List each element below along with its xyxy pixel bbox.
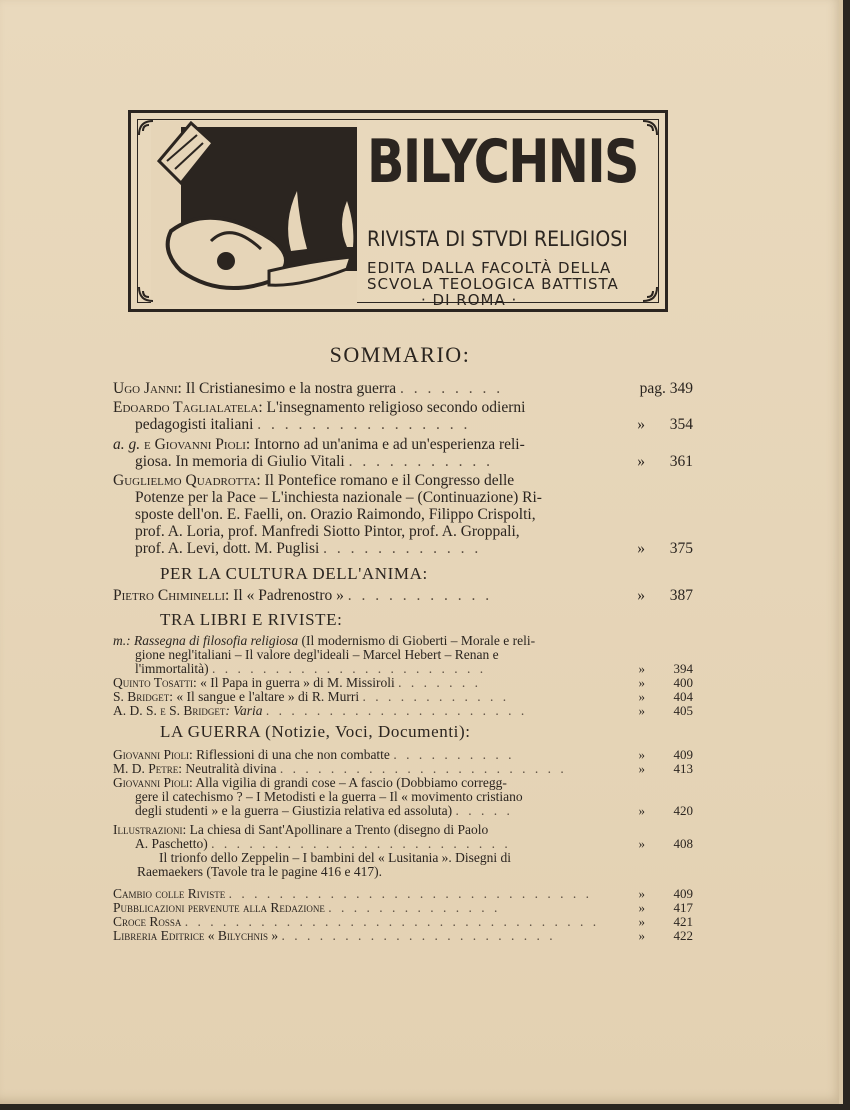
entry-page: 375 [669,540,693,557]
entry-title-cont: degli studenti » e la guerra – Giustizia relativa ed assoluta) [135,803,453,818]
entry-page: 421 [673,914,693,929]
section-heading-libri: TRA LIBRI E RIVISTE: [160,610,343,629]
entry-author: e Giovanni Pioli [144,436,246,453]
entry-author: Edoardo Taglialatela [113,399,259,416]
ditto-mark: » [638,661,645,676]
entry-author: A. D. S. e S. Bridget [113,703,226,718]
entry-author: Giovanni Pioli [113,775,189,790]
publisher-line-1: EDITA DALLA FACOLTÀ DELLA [367,259,612,277]
entry-title-italic: : Rassegna di filosofia religiosa [126,633,299,648]
journal-title: BILYCHNIS [367,127,638,197]
entry-author: S. Bridget [113,689,170,704]
entry-page: 409 [673,747,693,762]
entry-title: : Il « Padrenostro » [225,587,344,604]
ditto-mark: » [638,803,645,818]
entry-title: : « Il sangue e l'altare » di R. Murri [169,689,360,704]
ditto-mark: » [638,928,645,943]
toc-entry: a. g. e Giovanni Pioli: Intorno ad un'anima e ad un'esperienza reli- giosa. In memoria di Giulio Vitali . . . . . . . . . . . » 361 [113,436,693,470]
toc-entry: Ugo Janni: Il Cristianesimo e la nostra guerra . . . . . . . . pag. 349 [113,380,693,397]
entry-author-initials: m. [113,633,127,648]
entry-title-cont: l'immortalità) [135,661,209,676]
entry-author-initials: a. g. [113,436,141,453]
entry-title-cont: pedagogisti italiani [135,416,254,433]
entry-page: 394 [673,661,693,676]
journal-subtitle: RIVISTA DI STVDI RELIGIOSI [367,227,628,251]
entry-page: 422 [673,928,693,943]
ditto-mark: » [638,761,645,776]
entry-title: : Riflessioni di una che non combatte [188,747,390,762]
ditto-mark: » [637,587,645,604]
section-heading-sub: (Notizie, Voci, Documenti): [260,722,471,741]
toc-entry-illustrations: Illustrazioni: La chiesa di Sant'Apollinare a Trento (disegno di Paolo A. Paschetto) . . . . . . . . . . . . . . . . . . . . . . . . » 408 [113,822,693,851]
entry-title: : Neutralità divina [178,761,277,776]
entry-author: Guglielmo Quadrotta [113,472,257,489]
toc-entry: S. Bridget: « Il sangue e l'altare » di R. Murri . . . . . . . . . . . . » 404 [113,689,693,704]
illustrations-note-line-1: Il trionfo dello Zeppelin – I bambini del « Lusitania ». Disegni di [159,850,512,865]
entry-title-cont: sposte dell'on. E. Faelli, on. Orazio Raimondo, Filippo Crispolti, [135,506,536,523]
entry-title: : L'insegnamento religioso secondo odierni [258,399,526,416]
entry-title-cont: A. Paschetto) [135,836,208,851]
ditto-mark: » [637,453,645,470]
entry-title: : Intorno ad un'anima e ad un'esperienza reli- [245,436,525,453]
toc-entry: Edoardo Taglialatela: L'insegnamento religioso secondo odierni pedagogisti italiani . . . . . . . . . . . . . . . . » 354 [113,399,693,433]
entry-title: (Il modernismo di Gioberti – Morale e reli- [298,633,536,648]
entry-page: 408 [673,836,693,851]
entry-page: 405 [673,703,693,718]
section-heading-main: LA GUERRA [160,722,261,741]
toc-entry: M. D. Petre: Neutralità divina . . . . . . . . . . . . . . . . . . . . . . . » 413 [113,761,693,776]
entry-page: pag. 349 [639,380,693,397]
publisher-line-2: SCVOLA TEOLOGICA BATTISTA [367,275,619,293]
toc-entry: A. D. S. e S. Bridget: Varia . . . . . . . . . . . . . . . . . . . . . » 405 [113,703,693,718]
ditto-mark: » [638,703,645,718]
section-heading-anima: PER LA CULTURA DELL'ANIMA: [160,564,428,583]
ditto-mark: » [638,747,645,762]
entry-title-italic: : Varia [225,703,263,718]
ditto-mark: » [638,675,645,690]
entry-title: : La chiesa di Sant'Apollinare a Trento (disegno di Paolo [182,822,489,837]
entry-title-cont: prof. A. Levi, dott. M. Puglisi [135,540,320,557]
entry-title: : « Il Papa in guerra » di M. Missiroli [192,675,395,690]
entry-author: Pietro Chiminelli [113,587,226,604]
illustrations-note-line-2: Raemaekers (Tavole tra le pagine 416 e 417). [137,864,382,879]
corner-ornament-icon [641,285,659,303]
ditto-mark: » [638,900,645,915]
entry-title: : Il Pontefice romano e il Congresso delle [256,472,515,489]
toc-entry: Libreria Editrice « Bilychnis » . . . . . . . . . . . . . . . . . . . . . . » 422 [113,928,693,943]
corner-ornament-icon [137,119,155,137]
ditto-mark: » [638,836,645,851]
toc-entry: Pietro Chiminelli: Il « Padrenostro » . . . . . . . . . . . » 387 [113,587,693,604]
entry-page: 404 [673,689,693,704]
entry-label: Pubblicazioni pervenute alla Redazione [113,900,325,915]
entry-title-cont: gere il catechismo ? – I Metodisti e la guerra – Il « movimento cristiano [135,789,523,804]
entry-author: M. D. Petre [113,761,179,776]
toc-entry: Guglielmo Quadrotta: Il Pontefice romano e il Congresso delle Potenze per la Pace – L'inchiesta nazionale – (Continuazione) Ri- sposte dell'on. E. Faelli, on. Orazio Raimondo, Filippo Crispolti, prof. A. Loria, prof. Manfredi Siotto Pintor, prof. A. Groppali, prof. A. Levi, dott. M. Puglisi . . . . . . . . . . . . » 375 [113,472,693,557]
toc-entry: m.: Rassegna di filosofia religiosa (Il modernismo di Gioberti – Morale e reli- gione negl'italiani – Il valore degl'ideali – Marcel Hebert – Renan e l'immortalità) . . . . . . . . . . . . . . . . . . . . . . » 394 [113,633,693,676]
entry-title-cont: gione negl'italiani – Il valore degl'ideali – Marcel Hebert – Renan e [135,647,499,662]
ditto-mark: » [637,416,645,433]
entry-author: Illustrazioni [113,822,183,837]
contents-title: SOMMARIO: [329,342,471,367]
toc-entry: Croce Rossa . . . . . . . . . . . . . . . . . . . . . . . . . . . . . . . . . » 421 [113,914,693,929]
entry-page: 400 [673,675,693,690]
illustrations-note [137,850,693,879]
corner-ornament-icon [137,285,155,303]
corner-ornament-icon [641,119,659,137]
entry-page: 387 [669,587,693,604]
ditto-mark: » [637,540,645,557]
entry-title-cont: Potenze per la Pace – L'inchiesta nazionale – (Continuazione) Ri- [135,489,542,506]
toc-entry: Cambio colle Riviste . . . . . . . . . . . . . . . . . . . . . . . . . . . . . » 409 [113,886,693,901]
entry-page: 420 [673,803,693,818]
entry-page: 417 [673,900,693,915]
entry-label: Cambio colle Riviste [113,886,226,901]
publisher-line-3: · DI ROMA · [421,291,518,309]
entry-title: : Alla vigilia di grandi cose – A fascio (Dobbiamo corregg- [188,775,507,790]
entry-page: 354 [669,416,693,433]
lamp-woodcut-illustration [151,121,357,305]
entry-author: Quinto Tosatti [113,675,193,690]
toc-entry: Pubblicazioni pervenute alla Redazione . . . . . . . . . . . . . . » 417 [113,900,693,915]
entry-page: 361 [669,453,693,470]
ditto-mark: » [638,914,645,929]
entry-author: Ugo Janni [113,380,178,397]
entry-label: Croce Rossa [113,914,182,929]
entry-page: 409 [673,886,693,901]
entry-title: : Il Cristianesimo e la nostra guerra [177,380,397,397]
ditto-mark: » [638,689,645,704]
entry-page: 413 [673,761,693,776]
entry-label: Libreria Editrice « Bilychnis » [113,928,279,943]
ditto-mark: » [638,886,645,901]
masthead-logo [128,110,668,312]
toc-entry: Giovanni Pioli: Alla vigilia di grandi cose – A fascio (Dobbiamo corregg- gere il catechismo ? – I Metodisti e la guerra – Il « movimento cristiano degli studenti » e la guerra – Giustizia relativa ed assoluta) . . . . . » 420 [113,775,693,818]
entry-author: Giovanni Pioli [113,747,189,762]
toc-entry: Quinto Tosatti: « Il Papa in guerra » di M. Missiroli . . . . . . . » 400 [113,675,693,690]
section-heading-guerra [160,722,471,742]
entry-title-cont: giosa. In memoria di Giulio Vitali [135,453,345,470]
toc-entry: Giovanni Pioli: Riflessioni di una che non combatte . . . . . . . . . . » 409 [113,747,693,762]
entry-title-cont: prof. A. Loria, prof. Manfredi Siotto Pintor, prof. A. Groppali, [135,523,520,540]
